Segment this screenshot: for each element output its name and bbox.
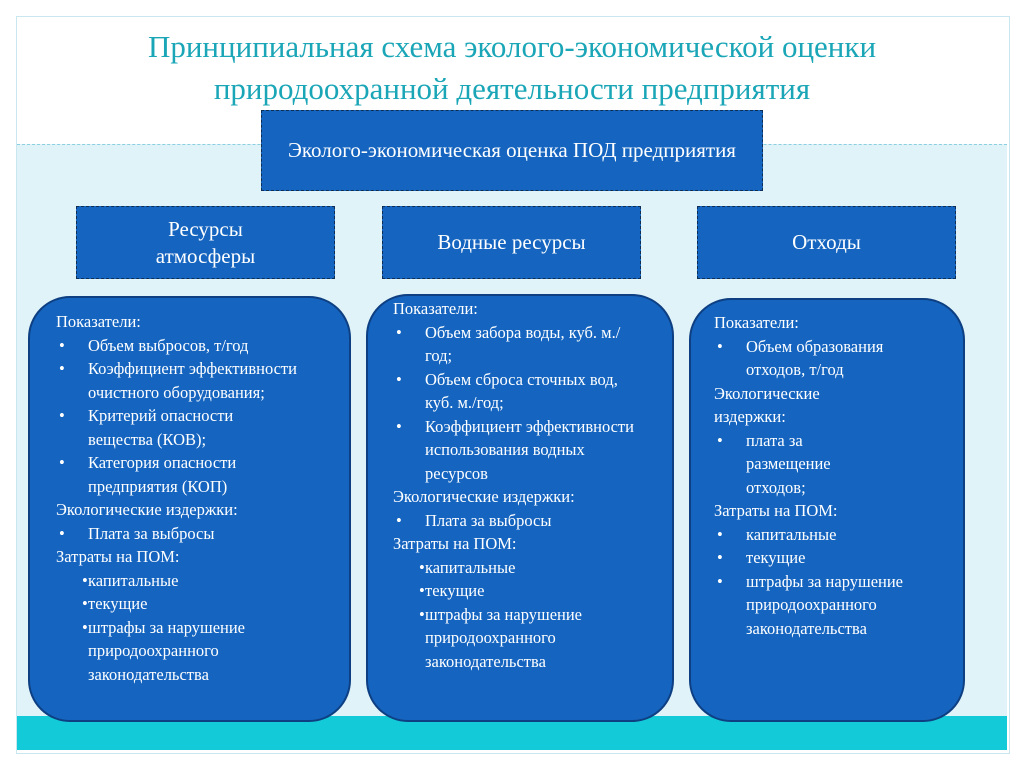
air-pom-2: • текущие — [56, 592, 341, 616]
top-box — [261, 110, 763, 191]
air-pom-1: • капитальные — [56, 569, 341, 593]
waste-pom-2: • текущие — [714, 546, 955, 570]
water-indicator-2-text: Объем сброса сточных вод, куб. м./год; — [425, 369, 618, 412]
category-waste-label: Отходы — [792, 230, 861, 254]
air-pom-header: Затраты на ПОМ: — [56, 547, 180, 566]
air-pom-3-text: штрафы за нарушение природоохранного законодательства — [88, 617, 246, 684]
air-indicators-header: Показатели: — [56, 312, 141, 331]
waste-cost-1-text: плата за размещение отходов; — [746, 430, 831, 497]
air-indicator-1: • Объем выбросов, т/год — [56, 334, 341, 358]
air-indicator-3-text: Критерий опасности вещества (КОВ); — [88, 406, 234, 449]
waste-costs-header: Экологические издержки: — [714, 383, 820, 426]
water-indicator-3-text: Коэффициент эффективности использования водных ресурсов — [425, 416, 634, 483]
category-air — [76, 206, 335, 279]
waste-indicator-1 — [714, 335, 955, 382]
category-air-label: Ресурсы атмосферы — [155, 216, 256, 268]
top-box-label: Эколого-экономическая оценка ПОД предприятия — [288, 138, 736, 162]
water-panel — [366, 294, 674, 722]
waste-pom-3-text: штрафы за нарушение природоохранного законодательства — [746, 571, 904, 638]
water-indicator-2 — [393, 368, 664, 415]
water-pom-2: • текущие — [393, 579, 664, 603]
slide-title: Принципиальная схема эколого-экономической оценки природоохранной деятельности предприятия — [147, 29, 877, 106]
water-indicator-1 — [393, 321, 664, 368]
waste-pom-header: Затраты на ПОМ: — [714, 501, 838, 520]
air-indicator-3 — [56, 404, 341, 451]
water-pom-header: Затраты на ПОМ: — [393, 534, 517, 553]
category-water — [382, 206, 641, 279]
air-panel — [28, 296, 351, 722]
waste-pom-1: • капитальные — [714, 523, 955, 547]
water-indicator-1-text: Объем забора воды, куб. м./год; — [425, 322, 621, 365]
water-pom-1: • капитальные — [393, 556, 664, 580]
air-indicator-4 — [56, 451, 341, 498]
air-cost-1: • Плата за выбросы — [56, 522, 341, 546]
air-costs-header: Экологические издержки: — [56, 500, 238, 519]
category-water-label: Водные ресурсы — [437, 230, 586, 254]
waste-panel — [689, 298, 965, 722]
category-waste — [697, 206, 956, 279]
air-indicator-2-text: Коэффициент эффективности очистного оборудования; — [88, 359, 297, 402]
air-pom-3 — [56, 616, 341, 687]
water-cost-1: • Плата за выбросы — [393, 509, 664, 533]
water-indicators-header: Показатели: — [393, 299, 478, 318]
waste-indicators-header: Показатели: — [714, 313, 799, 332]
waste-indicator-1-text: Объем образования отходов, т/год — [746, 336, 884, 379]
water-indicator-3 — [393, 415, 664, 486]
water-costs-header: Экологические издержки: — [393, 487, 575, 506]
water-pom-3 — [393, 603, 664, 674]
water-pom-3-text: штрафы за нарушение природоохранного законодательства — [425, 604, 583, 671]
air-indicator-4-text: Категория опасности предприятия (КОП) — [88, 453, 237, 496]
waste-pom-3 — [714, 570, 955, 641]
air-indicator-2 — [56, 357, 341, 404]
waste-cost-1 — [714, 429, 955, 500]
